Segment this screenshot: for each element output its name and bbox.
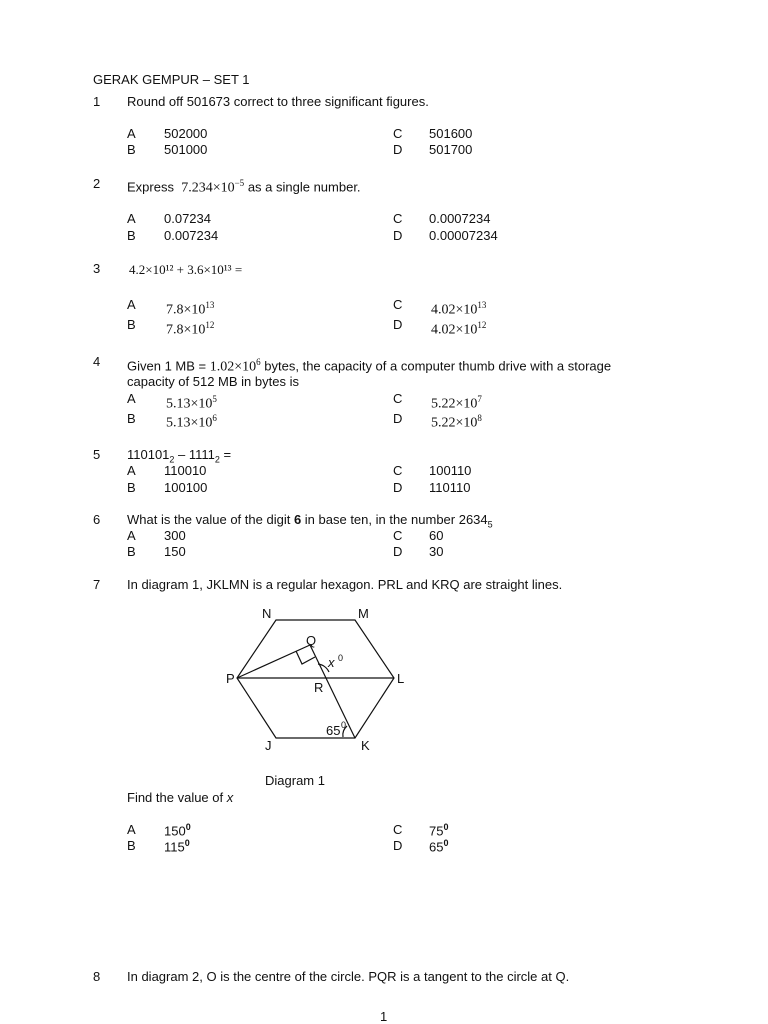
option-letter-c: C: [393, 391, 403, 406]
option-letter-d: D: [393, 317, 403, 332]
question-stem: Round off 501673 correct to three significant figures.: [127, 94, 429, 109]
option-base: 4.02×10: [431, 322, 478, 338]
option-letter-c: C: [393, 211, 403, 226]
right-angle-marker: [296, 651, 315, 664]
option-letter-a: A: [127, 822, 136, 837]
option-c: 0.0007234: [429, 211, 491, 226]
option-d: 0.00007234: [429, 228, 498, 243]
label-angle-degree: 0: [341, 720, 347, 730]
base-subscript: 2: [169, 454, 175, 465]
option-c: 501600: [429, 126, 473, 141]
option-a: 502000: [164, 126, 208, 141]
stem-math: 1.02×10: [209, 359, 257, 375]
option-letter-a: A: [127, 126, 136, 141]
document-title: GERAK GEMPUR – SET 1: [93, 72, 250, 87]
option-letter-b: B: [127, 838, 136, 853]
find-variable: x: [226, 790, 234, 805]
option-value: 65: [429, 839, 444, 855]
label-n: N: [262, 606, 272, 621]
label-angle-65: 65: [326, 723, 341, 738]
stem-prefix: Express: [127, 179, 174, 195]
option-b: 501000: [164, 142, 208, 157]
option-b: 150: [164, 544, 186, 559]
option-d: 30: [429, 544, 444, 559]
label-l: L: [397, 671, 405, 686]
label-p: P: [226, 671, 235, 686]
stem-prefix: Given 1 MB =: [127, 358, 207, 374]
stem-equals: =: [219, 447, 232, 462]
option-c: [429, 822, 448, 838]
option-base: 7.8×10: [166, 302, 206, 318]
stem-math: 7.234×10: [181, 180, 235, 196]
label-x-degree: 0: [338, 653, 344, 663]
diagram-caption: Diagram 1: [265, 773, 325, 788]
label-x: x: [328, 655, 335, 670]
option-base: 5.13×10: [166, 396, 213, 412]
option-a: 110010: [164, 463, 207, 478]
option-exponent: 8: [477, 413, 482, 423]
option-exponent: 12: [205, 320, 215, 330]
degree-sup: 0: [443, 838, 449, 848]
find-text: Find the value of: [127, 790, 227, 805]
option-a: 300: [164, 528, 186, 543]
option-letter-b: B: [127, 480, 136, 495]
stem-digit: 6: [293, 512, 302, 527]
option-base: 4.02×10: [431, 302, 478, 318]
option-exponent: 13: [477, 300, 487, 310]
degree-sup: 0: [184, 838, 190, 848]
option-exponent: 13: [205, 300, 215, 310]
option-letter-b: B: [127, 228, 136, 243]
option-base: 5.22×10: [431, 415, 478, 431]
option-value: 75: [429, 823, 444, 839]
option-letter-d: D: [393, 544, 403, 559]
option-a: [164, 822, 191, 838]
degree-sup: 0: [185, 822, 191, 832]
option-base: 5.22×10: [431, 396, 478, 412]
question-number: 3: [93, 261, 101, 276]
question-stem: In diagram 2, O is the centre of the circle. PQR is a tangent to the circle at Q.: [127, 969, 570, 984]
option-letter-c: C: [393, 297, 403, 312]
base-subscript: 5: [487, 519, 493, 530]
label-r: R: [314, 680, 324, 695]
question-number: 1: [93, 94, 101, 109]
stem-exponent: −5: [234, 178, 245, 188]
option-exponent: 7: [477, 394, 482, 404]
option-value: 115: [164, 839, 185, 855]
option-b: [164, 838, 190, 854]
question-number: 7: [93, 577, 101, 592]
label-m: M: [358, 606, 369, 621]
option-letter-d: D: [393, 480, 403, 495]
page-number: 1: [380, 1009, 388, 1024]
option-base: 5.13×10: [166, 415, 213, 431]
option-letter-a: A: [127, 211, 136, 226]
option-letter-c: C: [393, 463, 403, 478]
option-letter-d: D: [393, 411, 403, 426]
option-c: 60: [429, 528, 444, 543]
option-letter-c: C: [393, 126, 403, 141]
question-number: 5: [93, 447, 101, 462]
option-base: 7.8×10: [166, 322, 206, 338]
option-letter-d: D: [393, 228, 403, 243]
label-q: Q: [306, 633, 317, 648]
stem-operand-1: 110101: [127, 447, 170, 462]
option-letter-b: B: [127, 411, 136, 426]
question-stem: In diagram 1, JKLMN is a regular hexagon. PRL and KRQ are straight lines.: [127, 577, 563, 592]
stem-operand-2: – 1111: [174, 447, 215, 462]
find-instruction: [127, 790, 233, 805]
option-c: 100110: [429, 463, 472, 478]
label-j: J: [265, 738, 272, 753]
option-exponent: 12: [477, 320, 487, 330]
option-letter-b: B: [127, 142, 136, 157]
option-b: 100100: [164, 480, 208, 495]
stem-suffix: bytes, the capacity of a computer thumb drive with a storage: [264, 358, 612, 374]
stem-suffix: in base ten, in the number 2634: [301, 512, 488, 527]
option-value: 150: [164, 823, 186, 839]
option-a: 0.07234: [164, 211, 211, 226]
label-k: K: [361, 738, 370, 753]
question-stem-line-2: capacity of 512 MB in bytes is: [127, 374, 299, 389]
option-letter-a: A: [127, 391, 136, 406]
stem-exponent: 6: [256, 357, 261, 367]
option-exponent: 6: [212, 413, 217, 423]
option-letter-d: D: [393, 142, 403, 157]
option-d: 110110: [429, 480, 471, 495]
option-letter-c: C: [393, 528, 403, 543]
question-number: 8: [93, 969, 101, 984]
option-letter-a: A: [127, 463, 136, 478]
option-letter-d: D: [393, 838, 403, 853]
stem-suffix: as a single number.: [247, 179, 361, 195]
base-subscript: 2: [214, 454, 220, 465]
option-exponent: 5: [212, 394, 217, 404]
stem-prefix: What is the value of the digit: [127, 512, 294, 527]
question-stem: 4.2×10¹² + 3.6×10¹³ =: [129, 262, 243, 277]
question-number: 4: [93, 354, 101, 369]
option-letter-c: C: [393, 822, 403, 837]
degree-sup: 0: [443, 822, 449, 832]
option-b: 0.007234: [164, 228, 219, 243]
option-d: 501700: [429, 142, 473, 157]
option-letter-b: B: [127, 544, 136, 559]
question-number: 6: [93, 512, 101, 527]
option-letter-a: A: [127, 297, 136, 312]
option-letter-b: B: [127, 317, 136, 332]
question-number: 2: [93, 176, 101, 191]
option-d: [429, 838, 448, 854]
option-letter-a: A: [127, 528, 136, 543]
